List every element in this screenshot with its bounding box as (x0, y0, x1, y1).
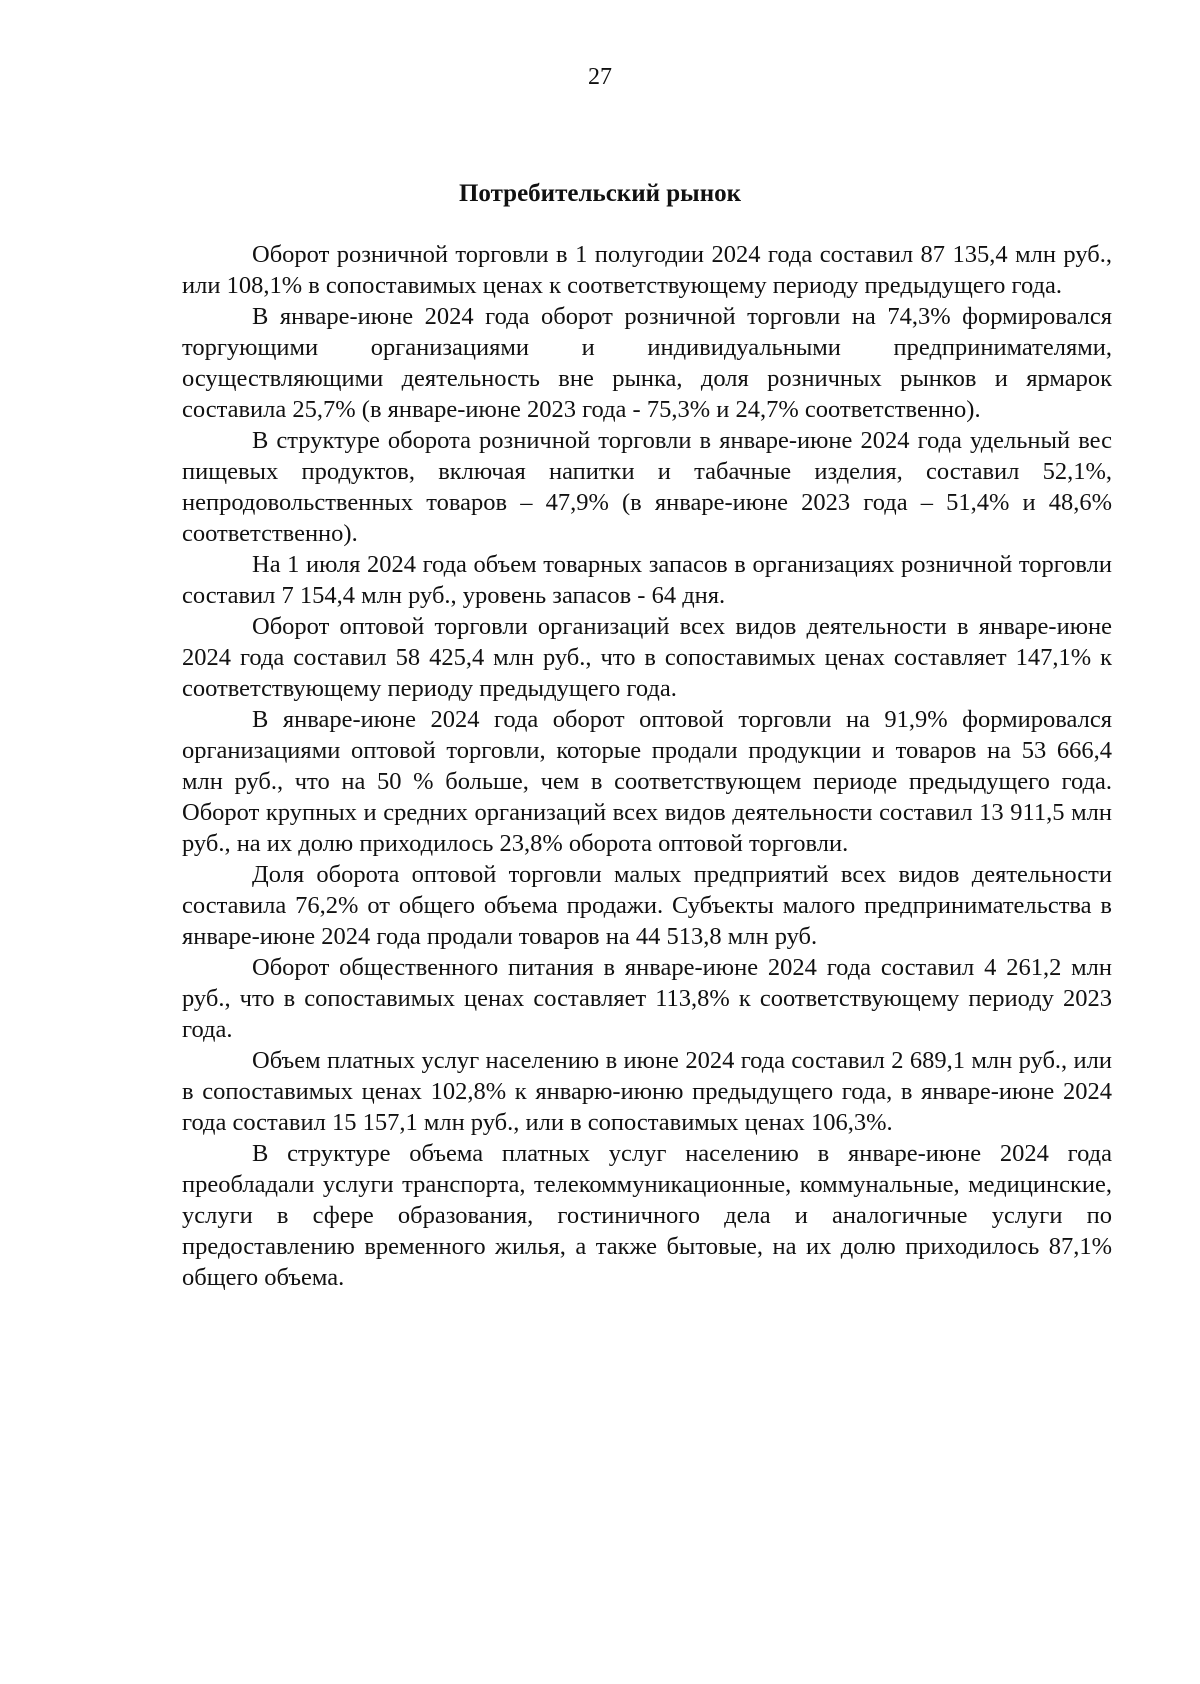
paragraph-small-business-wholesale: Доля оборота оптовой торговли малых предприятий всех видов деятельности составила 76,2% от общего объема продажи. Субъекты малого предпринимательства в январе-июне 2024 года продали товаров на 44 513,8 млн руб. (182, 861, 1112, 950)
paragraph-retail-structure-goods: В структуре оборота розничной торговли в январе-июне 2024 года удельный вес пищевых продуктов, включая напитки и табачные изделия, составил 52,1%, непродовольственных товаров – 47,9% (в январе-июне 2023 года – 51,4% и 48,6% соответственно). (182, 427, 1112, 547)
paragraph-paid-services: Объем платных услуг населению в июне 2024 года составил 2 689,1 млн руб., или в сопоставимых ценах 102,8% к январю-июню предыдущего года, в январе-июне 2024 года составил 15 157,1 млн руб., или в сопоставимых ценах 106,3%. (182, 1047, 1112, 1136)
paragraph-wholesale-structure: В январе-июне 2024 года оборот оптовой торговли на 91,9% формировался организациями оптовой торговли, которые продали продукции и товаров на 53 666,4 млн руб., что на 50 % больше, чем в соответствующем периоде предыдущего года. Оборот крупных и средних организаций всех видов деятельности составил 13 911,5 млн руб., на их долю приходилось 23,8% оборота оптовой торговли. (182, 706, 1112, 857)
page-number: 27 (588, 64, 612, 90)
paragraph-retail-turnover: Оборот розничной торговли в 1 полугодии 2024 года составил 87 135,4 млн руб., или 108,1% в сопоставимых ценах к соответствующему периоду предыдущего года. (182, 241, 1112, 299)
paragraph-inventory: На 1 июля 2024 года объем товарных запасов в организациях розничной торговли составил 7 154,4 млн руб., уровень запасов - 64 дня. (182, 551, 1112, 609)
section-title: Потребительский рынок (458, 180, 742, 207)
paragraph-catering: Оборот общественного питания в январе-июне 2024 года составил 4 261,2 млн руб., что в сопоставимых ценах составляет 113,8% к соответствующему периоду 2023 года. (182, 954, 1112, 1043)
body-text (182, 239, 1112, 1293)
paragraph-wholesale-turnover: Оборот оптовой торговли организаций всех видов деятельности в январе-июне 2024 года составил 58 425,4 млн руб., что в сопоставимых ценах составляет 147,1% к соответствующему периоду предыдущего года. (182, 613, 1112, 702)
paragraph-paid-services-structure: В структуре объема платных услуг населению в январе-июне 2024 года преобладали услуги транспорта, телекоммуникационные, коммунальные, медицинские, услуги в сфере образования, гостиничного дела и аналогичные услуги по предоставлению временного жилья, а также бытовые, на их долю приходилось 87,1% общего объема. (182, 1140, 1112, 1291)
paragraph-retail-structure-sellers: В январе-июне 2024 года оборот розничной торговли на 74,3% формировался торгующими организациями и индивидуальными предпринимателями, осуществляющими деятельность вне рынка, доля розничных рынков и ярмарок составила 25,7% (в январе-июне 2023 года - 75,3% и 24,7% соответственно). (182, 303, 1112, 423)
